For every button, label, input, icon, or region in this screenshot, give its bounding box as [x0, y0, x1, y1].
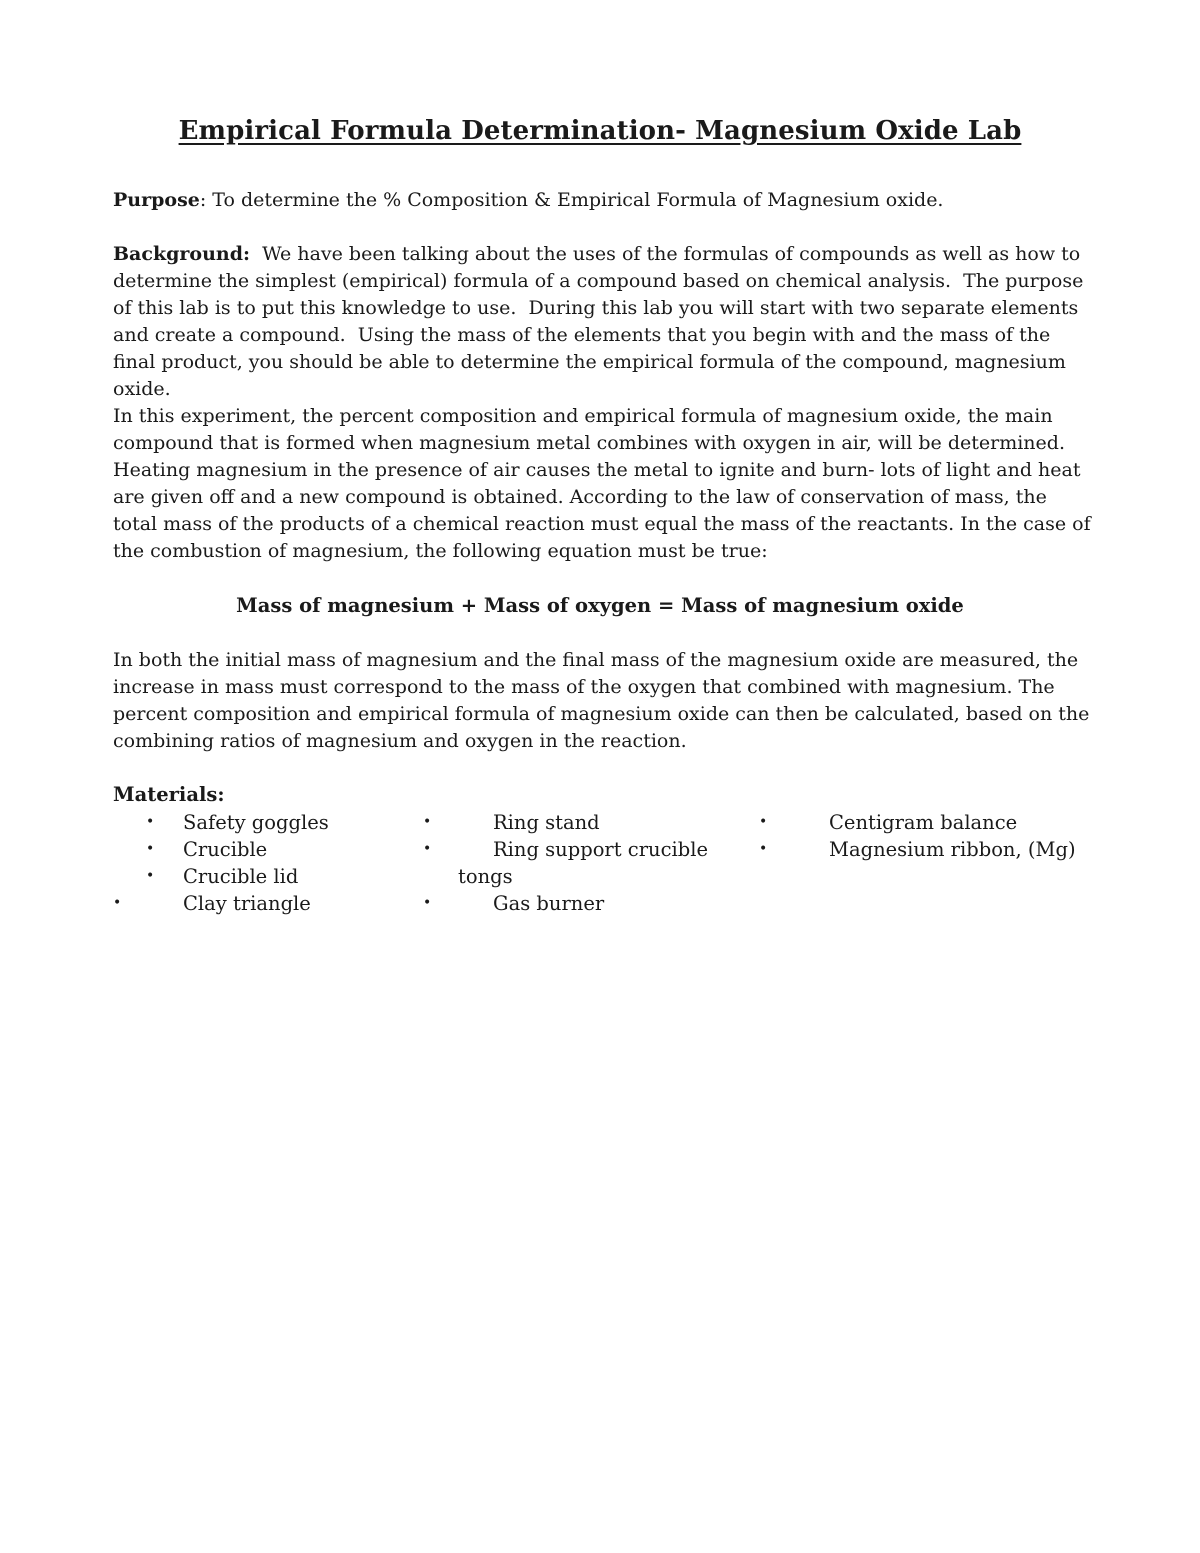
materials-heading: Materials:: [113, 783, 225, 806]
bullet-icon: •: [759, 814, 768, 830]
material-item: Ring support crucible: [493, 838, 709, 861]
measurement-paragraph: In both the initial mass of magnesium and the final mass of the magnesium oxide are measured, the increase in mass must correspond to the mass of the oxygen that combined with magnesium. The percent composition and empirical formula of magnesium oxide can then be calculated, based on the combining ratios of magnesium and oxygen in the reaction.: [113, 649, 1090, 752]
bullet-icon: •: [423, 814, 432, 830]
purpose-paragraph: [113, 187, 1093, 214]
experiment-paragraph: In this experiment, the percent composition and empirical formula of magnesium oxide, the main compound that is formed when magnesium metal combines with oxygen in air, will be determined. Heating magnesium in the presence of air causes the metal to ignite and burn- lots of light and heat are given off and a new compound is obtained. According to the law of conservation of mass, the total mass of the products of a chemical reaction must equal the mass of the reactants. In the case of the combustion of magnesium, the following equation must be true:: [113, 405, 1091, 562]
material-item: Safety goggles: [183, 811, 329, 834]
background-text: We have been talking about the uses of the formulas of compounds as well as how to determine the simplest (empirical) formula of a compound based on chemical analysis. The purpose of this lab is to put this knowledge to use. During this lab you will start with two separate elements and create a compound. Using the mass of the elements that you begin with and the mass of the final product, you should be able to determine the empirical formula of the compound, magnesium oxide.: [113, 243, 1090, 400]
bullet-icon: •: [423, 841, 432, 857]
background-label: Background:: [113, 243, 250, 265]
bullet-icon: •: [759, 841, 768, 857]
purpose-text: : To determine the % Composition & Empirical Formula of Magnesium oxide.: [199, 189, 944, 211]
mass-equation: Mass of magnesium + Mass of oxygen = Mass of magnesium oxide: [236, 594, 964, 617]
material-item: Magnesium ribbon, (Mg): [829, 838, 1076, 861]
bullet-icon: •: [146, 868, 155, 884]
bullet-icon: •: [423, 895, 432, 911]
material-item: Ring stand: [493, 811, 600, 834]
material-item-continuation: tongs: [458, 865, 513, 888]
material-item: Clay triangle: [183, 892, 311, 915]
material-item: Crucible lid: [183, 865, 299, 888]
bullet-icon: •: [113, 895, 122, 911]
bullet-icon: •: [146, 841, 155, 857]
background-paragraph: [113, 241, 1093, 403]
bullet-icon: •: [146, 814, 155, 830]
material-item: Centigram balance: [829, 811, 1018, 834]
document-title: Empirical Formula Determination- Magnesium Oxide Lab: [178, 116, 1022, 146]
material-item: Gas burner: [493, 892, 605, 915]
purpose-label: Purpose: [113, 189, 200, 211]
material-item: Crucible: [183, 838, 268, 861]
